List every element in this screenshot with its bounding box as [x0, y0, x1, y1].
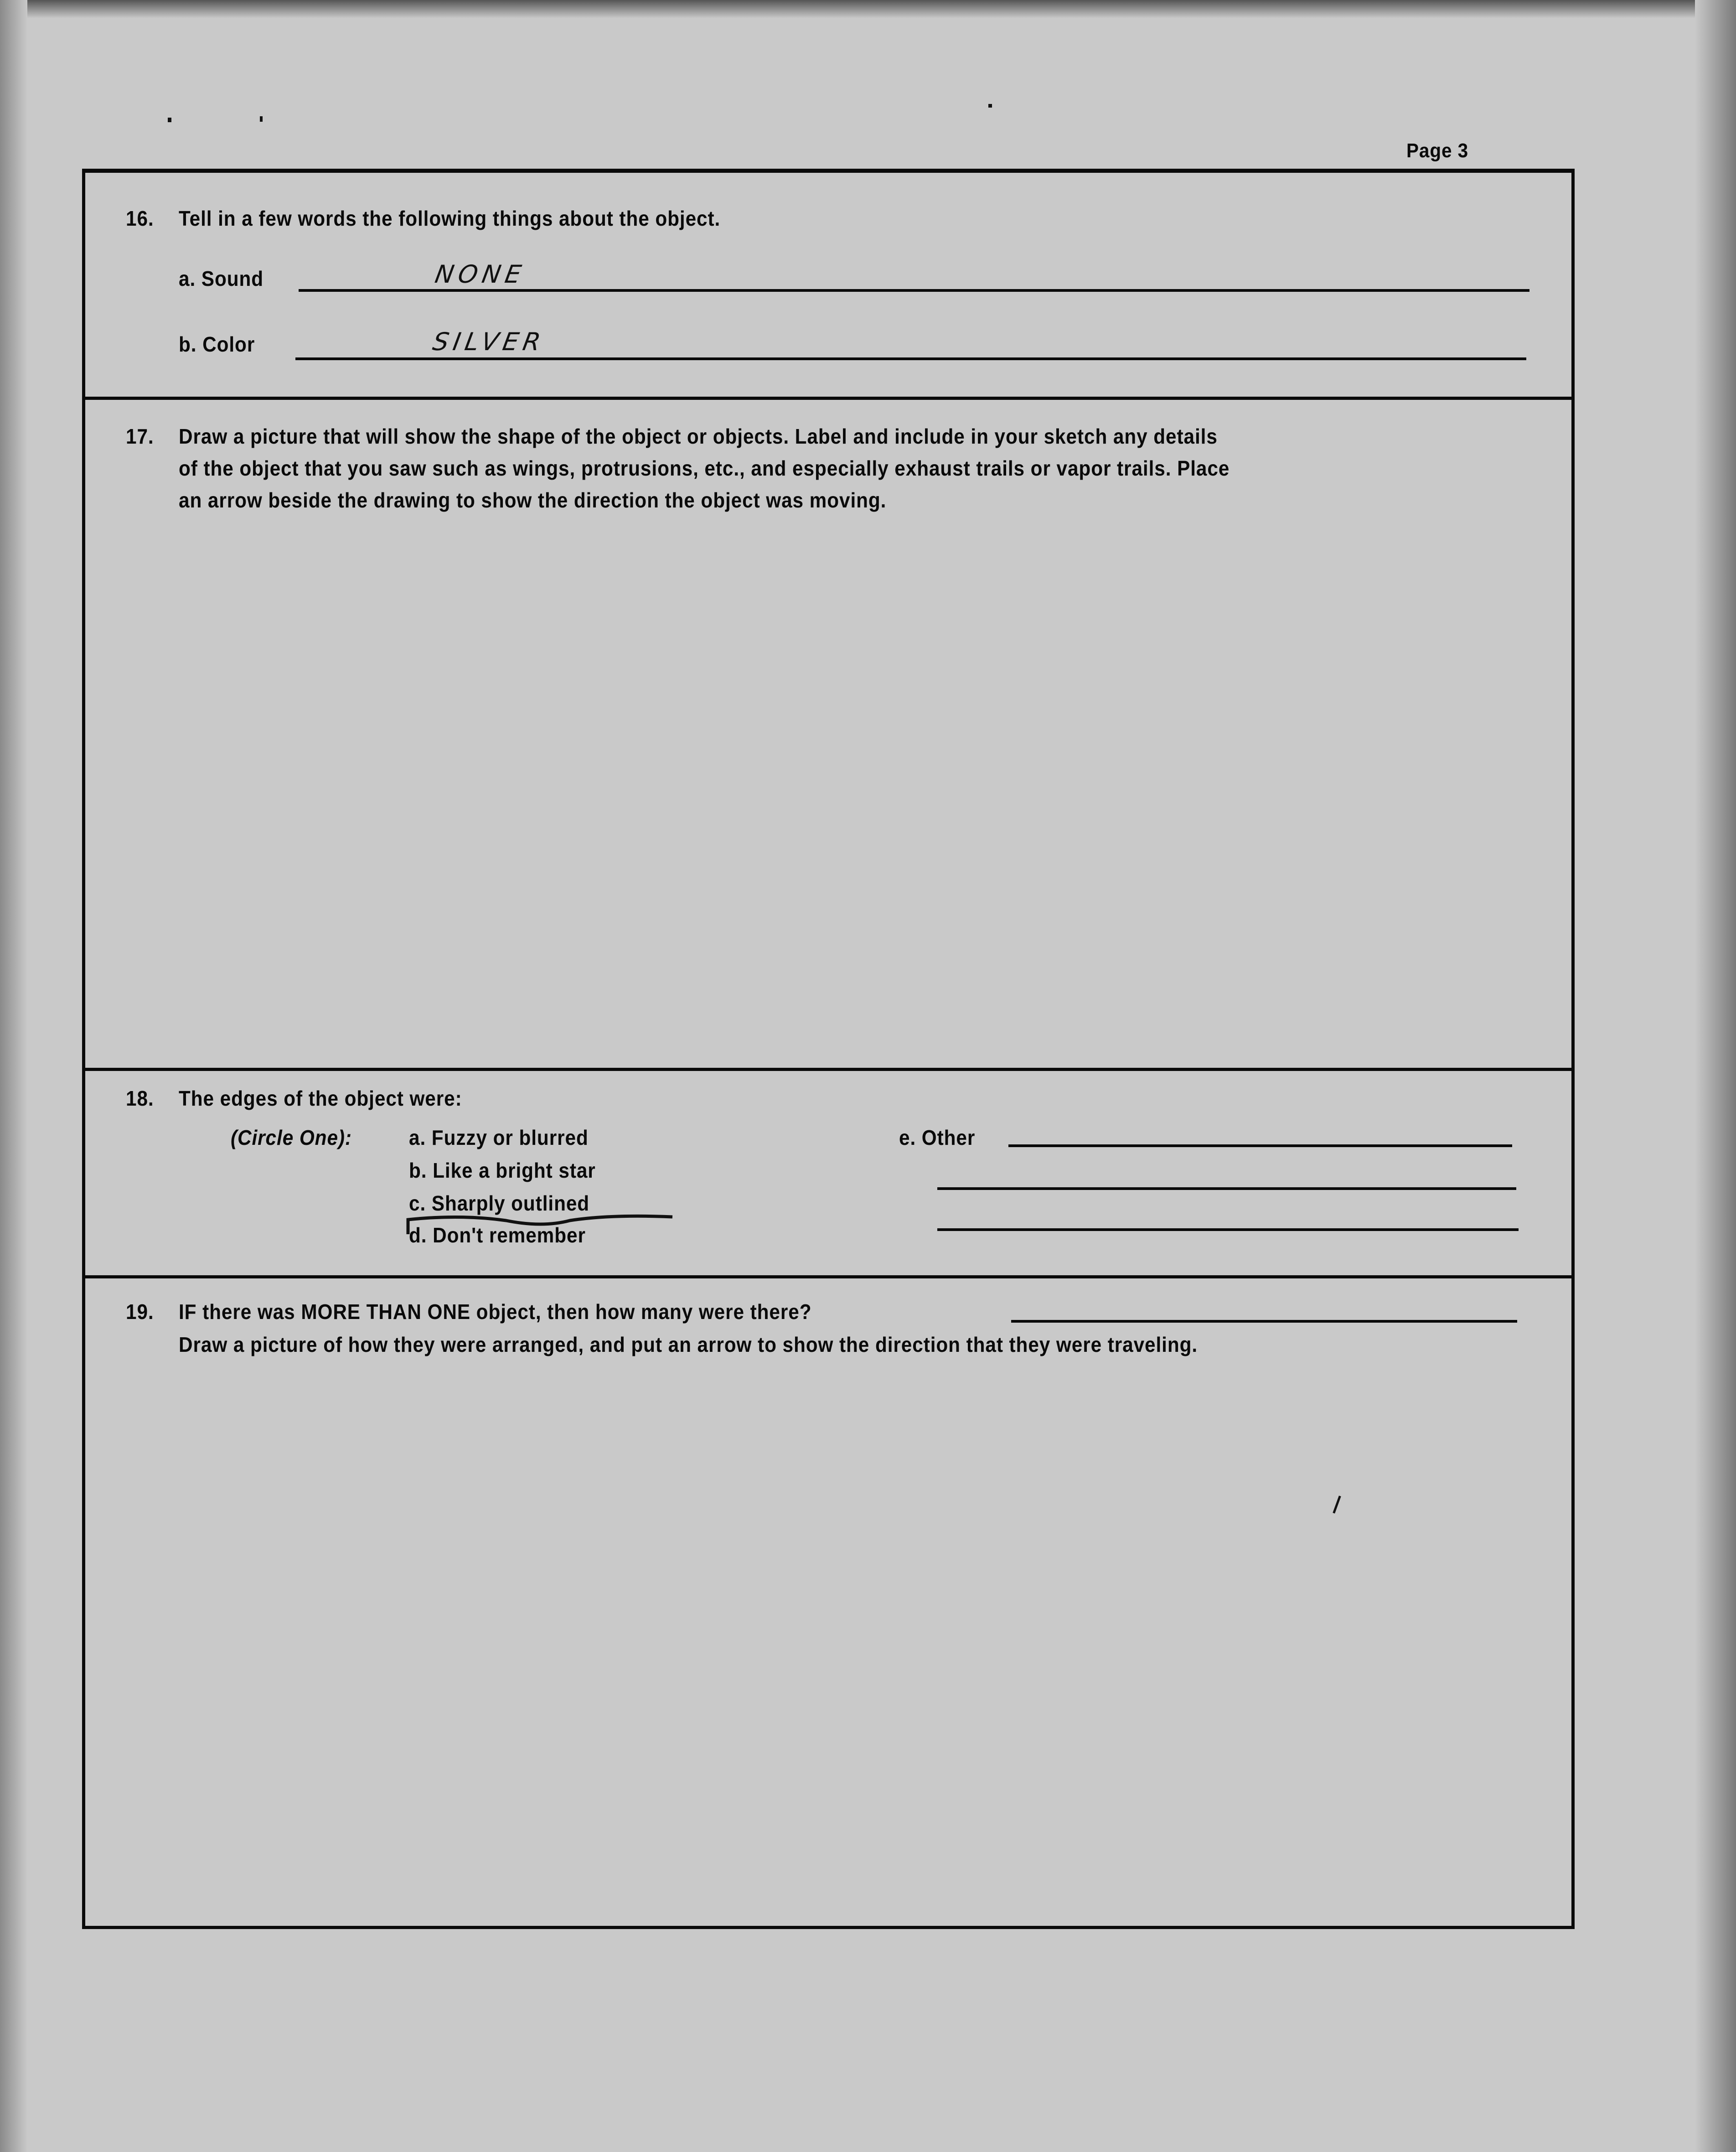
- sound-answer[interactable]: NONE: [433, 260, 528, 289]
- section-divider: [82, 1275, 1571, 1278]
- question-prompt: Tell in a few words the following things about the object.: [179, 207, 721, 230]
- option-d[interactable]: d. Don't remember: [409, 1223, 586, 1247]
- section-divider: [82, 397, 1571, 400]
- other-answer-line[interactable]: [1008, 1144, 1512, 1147]
- count-answer-line[interactable]: [1011, 1320, 1517, 1323]
- scan-edge: [0, 0, 27, 2152]
- instruction-line: Draw a picture of how they were arranged, and put an arrow to show the direction that they were traveling.: [179, 1333, 1198, 1356]
- question-number: 16.: [126, 207, 154, 230]
- option-e-label: e. Other: [899, 1126, 976, 1149]
- instruction-line: Draw a picture that will show the shape of the object or objects. Label and include in your sketch any details: [179, 424, 1218, 448]
- question-number: 18.: [126, 1086, 154, 1110]
- color-answer-line[interactable]: [295, 357, 1526, 360]
- scan-speck: [988, 104, 992, 108]
- drawing-area[interactable]: [91, 1368, 1564, 1915]
- question-number: 17.: [126, 424, 154, 448]
- section-divider: [82, 1068, 1571, 1071]
- question-prompt: IF there was MORE THAN ONE object, then how many were there?: [179, 1300, 812, 1324]
- option-b[interactable]: b. Like a bright star: [409, 1159, 596, 1182]
- color-label: b. Color: [179, 332, 255, 356]
- option-c[interactable]: c. Sharply outlined: [409, 1191, 590, 1215]
- handwritten-underline-mark: [406, 1210, 679, 1242]
- option-a[interactable]: a. Fuzzy or blurred: [409, 1126, 589, 1149]
- scan-edge: [0, 0, 1736, 18]
- circle-one-label: (Circle One):: [231, 1126, 352, 1149]
- scan-speck: [168, 118, 171, 122]
- scan-speck: [260, 116, 263, 122]
- sound-answer-line[interactable]: [299, 289, 1529, 292]
- instruction-line: of the object that you saw such as wings, protrusions, etc., and especially exhaust trails or vapor trails. Place: [179, 456, 1230, 480]
- question-prompt: The edges of the object were:: [179, 1086, 462, 1110]
- scan-edge: [1695, 0, 1736, 2152]
- page-number: Page 3: [1406, 140, 1469, 162]
- drawing-area[interactable]: [91, 520, 1564, 1062]
- sound-label: a. Sound: [179, 267, 264, 290]
- instruction-line: an arrow beside the drawing to show the direction the object was moving.: [179, 488, 887, 512]
- color-answer[interactable]: SILVER: [430, 327, 548, 356]
- other-answer-line[interactable]: [937, 1228, 1519, 1231]
- other-answer-line[interactable]: [937, 1187, 1516, 1190]
- question-number: 19.: [126, 1300, 154, 1324]
